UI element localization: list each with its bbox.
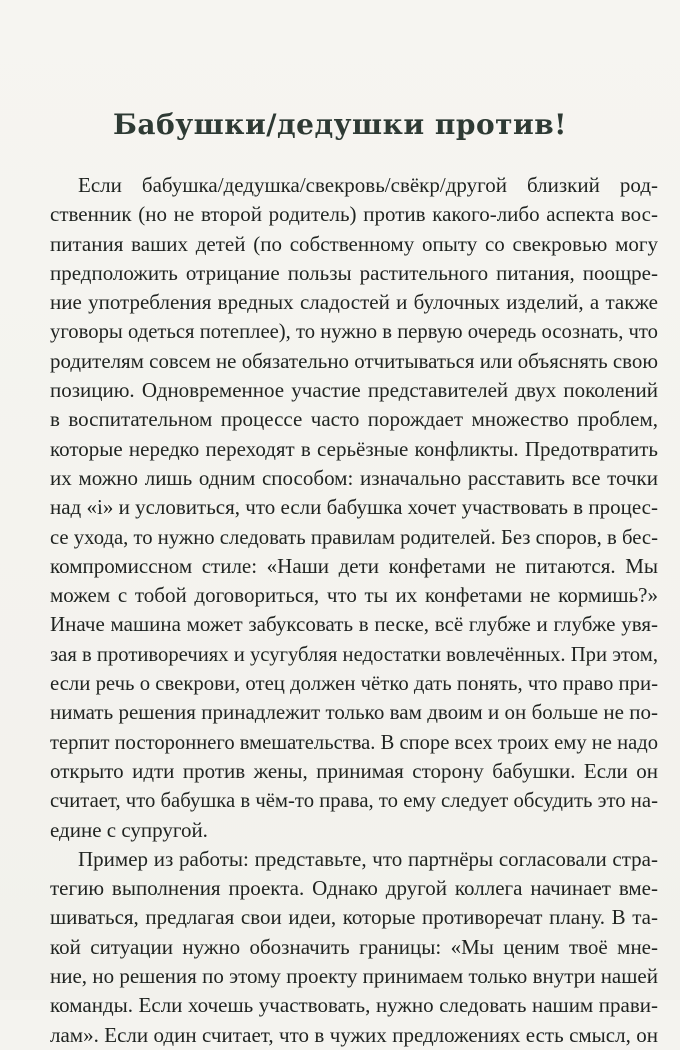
text-line: в воспитательном процессе часто порождает множество проблем, (50, 407, 658, 432)
text-line: которые нередко переходят в серьёзные конфликты. Предотвратить (50, 436, 658, 461)
text-line: если речь о свекрови, отец должен чётко дать понять, что право при- (50, 671, 658, 696)
text-line: команды. Если хочешь участвовать, нужно следовать нашим прави- (50, 993, 658, 1018)
text-line: предположить отрицание пользы растительного питания, поощре- (50, 260, 658, 285)
chapter-heading: Бабушки/дедушки против! (113, 108, 567, 141)
text-line: терпит постороннего вмешательства. В споре всех троих ему не надо (50, 729, 659, 754)
text-line: компромиссном стиле: «Наши дети конфетами не питаются. Мы (50, 553, 658, 578)
text-line: тегию выполнения проекта. Однако другой коллега начинает вме- (50, 876, 658, 901)
text-line: уговоры одеться потеплее), то нужно в первую очередь осознать, что (50, 319, 659, 344)
text-line: Если бабушка/дедушка/свекровь/свёкр/другой близкий род- (78, 173, 658, 197)
text-line: шиваться, предлагая свои идеи, которые противоречат плану. В та- (50, 905, 658, 930)
text-line: зая в противоречиях и усугубляя недостатки вовлечённых. При этом, (50, 641, 658, 666)
text-line: позицию. Одновременное участие представителей двух поколений (50, 378, 658, 403)
text-line: кой ситуации нужно обозначить границы: «Мы ценим твоё мне- (50, 934, 658, 959)
text-line: питания ваших детей (по собственному опыту со свекровью могу (50, 231, 658, 256)
text-line: открыто идти против жены, принимая сторону бабушки. Если он (50, 758, 658, 783)
text-line: над «i» и условиться, что если бабушка хочет участвовать в процес- (50, 495, 658, 520)
paragraph-1 (50, 171, 658, 845)
text-line: ние, но решения по этому проекту принимаем только внутри нашей (50, 964, 658, 989)
text-line: ственник (но не второй родитель) против какого-либо аспекта вос- (50, 202, 658, 227)
text-line: можем с тобой договориться, что ты их конфетами не кормишь?» (50, 583, 658, 608)
text-line: нимать решения принадлежит только вам двоим и он больше не по- (50, 700, 658, 725)
text-line: Пример из работы: представьте, что партнёры согласовали стра- (78, 846, 658, 871)
text-line: родителям совсем не обязательно отчитываться или объяснять свою (50, 348, 659, 373)
text-line: се ухода, то нужно следовать правилам родителей. Без споров, в бес- (50, 524, 658, 549)
text-line: лам». Если один считает, что в чужих предложениях есть смысл, он (50, 1022, 658, 1047)
text-line: считает, что бабушка в чём-то права, то ему следует обсудить это на- (50, 788, 658, 813)
text-line: их можно лишь одним способом: изначально расставить все точки (50, 465, 658, 490)
text-line: Иначе машина может забуксовать в песке, всё глубже и глубже увя- (50, 612, 658, 637)
text-line: едине с супругой. (50, 817, 208, 842)
body-text (50, 171, 658, 1050)
text-line: ние употребления вредных сладостей и булочных изделий, а также (50, 290, 658, 315)
paragraph-2 (50, 845, 658, 1050)
